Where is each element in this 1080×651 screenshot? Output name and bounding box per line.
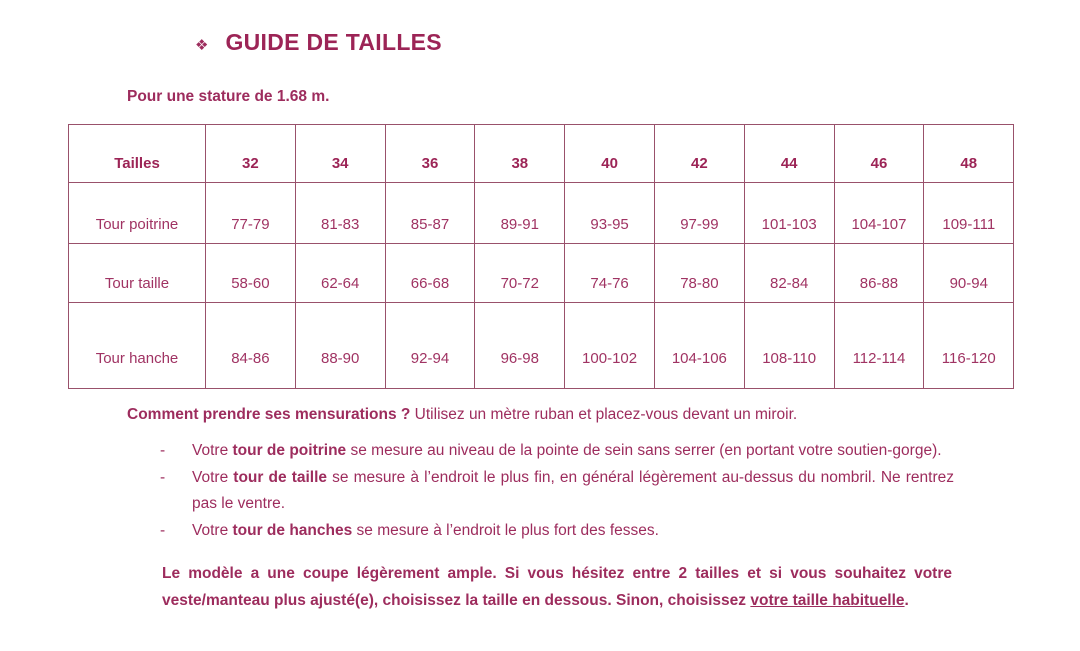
header-cell-size: 38: [475, 125, 565, 183]
table-cell: 108-110: [744, 303, 834, 389]
bullet-post: se mesure à l’endroit le plus fort des fesses.: [352, 521, 659, 539]
table-cell: 101-103: [744, 183, 834, 244]
table-cell: 66-68: [385, 244, 475, 303]
header-cell-size: 46: [834, 125, 924, 183]
list-item: [160, 438, 954, 465]
how-to-measure-line: [127, 404, 1080, 425]
table-cell: 112-114: [834, 303, 924, 389]
table-cell: 86-88: [834, 244, 924, 303]
bullet-bold: tour de hanches: [232, 521, 353, 539]
table-cell: 89-91: [475, 183, 565, 244]
dash-bullet-icon: -: [160, 468, 166, 486]
table-cell: 104-107: [834, 183, 924, 244]
header-cell-size: 36: [385, 125, 475, 183]
table-cell: 70-72: [475, 244, 565, 303]
bullet-pre: Votre: [192, 442, 233, 459]
stature-subtitle: Pour une stature de 1.68 m.: [127, 88, 330, 105]
page-title-text: GUIDE DE TAILLES: [225, 29, 442, 55]
table-cell: 85-87: [385, 183, 475, 244]
table-row-tour-hanche: [69, 303, 1014, 389]
table-cell: 74-76: [565, 244, 655, 303]
table-cell: 96-98: [475, 303, 565, 389]
table-row-tour-poitrine: [69, 183, 1014, 244]
how-to-instruction: Utilisez un mètre ruban et placez-vous devant un miroir.: [410, 406, 798, 423]
list-item: [160, 518, 954, 545]
size-table: [68, 124, 1014, 389]
bullet-bold: tour de poitrine: [232, 442, 347, 459]
note-text: Le modèle a une coupe légèrement ample. Si vous hésitez entre 2 tailles et si vous souhaitez votre veste/manteau plus ajusté(e), choisissez la taille en dessous. Sinon, choisissez: [162, 565, 952, 609]
diamond-bullet-icon: ❖: [195, 37, 209, 54]
list-item: [160, 465, 954, 518]
dash-bullet-icon: -: [160, 521, 166, 539]
bullet-pre: Votre: [192, 468, 234, 486]
header-cell-size: 44: [744, 125, 834, 183]
header-cell-size: 40: [565, 125, 655, 183]
table-cell: 92-94: [385, 303, 475, 389]
measurement-bullet-list: [160, 438, 954, 544]
table-cell: 88-90: [295, 303, 385, 389]
bullet-pre: Votre: [192, 521, 233, 539]
bullet-text-poitrine: [192, 438, 954, 465]
header-cell-tailles: Tailles: [69, 125, 206, 183]
bullet-bold: tour de taille: [233, 468, 328, 486]
table-cell: 93-95: [565, 183, 655, 244]
table-cell: 100-102: [565, 303, 655, 389]
table-cell: 90-94: [924, 244, 1014, 303]
table-cell: 77-79: [206, 183, 296, 244]
table-cell: 81-83: [295, 183, 385, 244]
how-to-question: Comment prendre ses mensurations ?: [127, 406, 411, 423]
table-cell: 62-64: [295, 244, 385, 303]
table-cell: 82-84: [744, 244, 834, 303]
table-cell: 58-60: [206, 244, 296, 303]
header-cell-size: 34: [295, 125, 385, 183]
bullet-post: se mesure au niveau de la pointe de sein sans serrer (en portant votre soutien-gorge).: [346, 442, 942, 459]
table-header-row: [69, 125, 1014, 183]
row-label: Tour poitrine: [69, 183, 206, 244]
table-cell: 116-120: [924, 303, 1014, 389]
note-period: .: [904, 592, 909, 609]
bullet-text-hanches: [192, 518, 954, 545]
row-label: Tour taille: [69, 244, 206, 303]
header-cell-size: 48: [924, 125, 1014, 183]
bullet-text-taille: [192, 465, 954, 518]
header-cell-size: 42: [654, 125, 744, 183]
page-title: [195, 27, 1080, 61]
dash-bullet-icon: -: [160, 442, 166, 459]
table-cell: 84-86: [206, 303, 296, 389]
row-label: Tour hanche: [69, 303, 206, 389]
header-cell-size: 32: [206, 125, 296, 183]
bullet-post: se mesure à l’endroit le plus fin, en général légèrement au-dessus du nombril. Ne rentrez pas le ventre.: [192, 468, 955, 512]
table-row-tour-taille: [69, 244, 1014, 303]
table-cell: 97-99: [654, 183, 744, 244]
table-cell: 109-111: [924, 183, 1014, 244]
fit-advice-note: [162, 560, 952, 614]
note-underlined-text: votre taille habituelle: [750, 592, 905, 609]
table-cell: 104-106: [654, 303, 744, 389]
table-cell: 78-80: [654, 244, 744, 303]
